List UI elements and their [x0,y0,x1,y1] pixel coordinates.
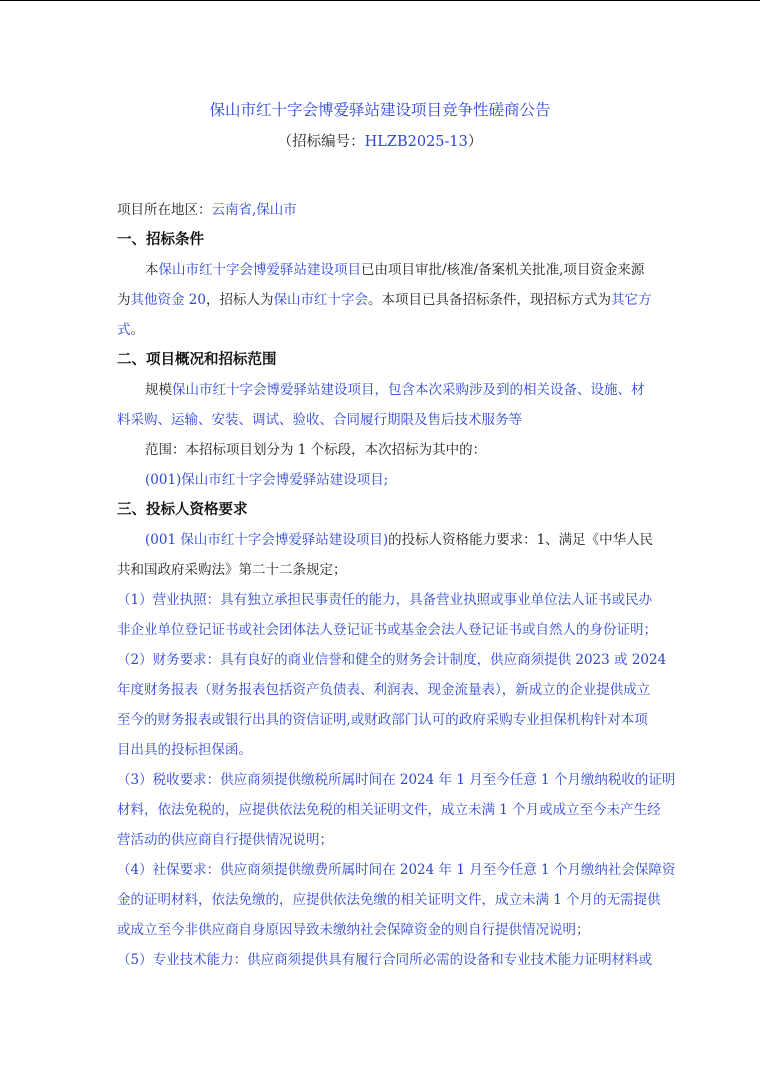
requirement-line: （3）税收要求：供应商须提供缴税所属时间在 2024 年 1 月至今任意 1 个月缴纳税收的证明 [117,772,676,788]
document-body [117,199,676,979]
scale-label: 规模 [145,382,172,398]
paragraph-line [117,289,652,319]
paragraph-line: 共和国政府采购法》第二十二条规定； [117,562,347,578]
text-span: 已由项目审批/核准/备案机关批准,项目资金来源 [361,262,645,278]
bid-number-prefix: （招标编号： [277,134,365,150]
requirement-line: 或成立至今非供应商自身原因导致未缴纳社会保障资金的则自行提供情况说明； [117,922,590,938]
scale-text: 保山市红十字会博爱驿站建设项目，包含本次采购涉及到的相关设备、设施、材 [172,382,645,398]
requirement-line: 营活动的供应商自行提供情况说明； [117,832,333,848]
paragraph-line [117,259,647,289]
text-span: 的投标人资格能力要求：1、满足《中华人民 [388,532,654,548]
paragraph-line [117,379,647,409]
lot-reference: (001 保山市红十字会博爱驿站建设项目) [145,532,389,548]
requirement-line: （4）社保要求：供应商须提供缴费所属时间在 2024 年 1 月至今任意 1 个月缴纳社会保障资 [117,862,676,878]
document-page [0,1,760,1077]
bid-number: HLZB2025-13 [364,134,468,150]
lot-line: (001)保山市红十字会博爱驿站建设项目; [145,472,389,488]
paragraph-line [117,319,647,349]
requirement-line: 材料，依法免税的，应提供依法免税的相关证明文件，成立未满 1 个月或成立至今未产生经 [117,802,661,818]
bid-number-suffix: ） [467,134,483,150]
text-span: ，招标人为 [205,292,274,308]
section-heading-overview-scope: 二、项目概况和招标范围 [117,352,277,368]
bid-method: 其它方 [610,292,652,308]
text-span: 为 [117,292,131,308]
requirement-line: （1）营业执照：具有独立承担民事责任的能力，具备营业执照或事业单位法人证书或民办 [117,592,653,608]
requirement-line: 金的证明材料，依法免缴的，应提供依法免缴的相关证明文件，成立未满 1 个月的无需提供 [117,892,661,908]
requirement-line: 非企业单位登记证书或社会团体法人登记证书或基金会法人登记证书或自然人的身份证明； [117,622,657,638]
project-name: 保山市红十字会博爱驿站建设项目 [158,262,361,278]
location-line [117,199,647,229]
requirement-line: 年度财务报表（财务报表包括资产负债表、利润表、现金流量表），新成立的企业提供成立 [117,682,651,698]
document-title: 保山市红十字会博爱驿站建设项目竞争性磋商公告 [209,101,551,119]
requirement-line: 目出具的投标担保函。 [117,742,252,758]
requirement-line: 至今的财务报表或银行出具的资信证明,或财政部门认可的政府采购专业担保机构针对本项 [117,712,648,728]
requirement-line: （2）财务要求：具有良好的商业信誉和健全的财务会计制度，供应商须提供 2023 或 2024 [117,652,667,668]
range-line: 范围：本招标项目划分为 1 个标段，本次招标为其中的： [145,442,487,458]
text-span: 本 [145,262,159,278]
text-span: 。 [130,322,144,338]
fund-source: 其他资金 20 [130,292,206,308]
text-span: 。本项目已具备招标条件，现招标方式为 [367,292,611,308]
section-heading-qualification: 三、投标人资格要求 [117,502,248,518]
bid-number-line [0,130,760,151]
location-label: 项目所在地区： [117,202,212,218]
bid-method-end: 式 [117,322,131,338]
location-value: 云南省,保山市 [211,202,297,218]
section-heading-bid-conditions: 一、招标条件 [117,232,204,248]
paragraph-line [117,529,654,559]
tenderer-name: 保山市红十字会 [273,292,368,308]
requirement-line: （5）专业技术能力：供应商须提供具有履行合同所必需的设备和专业技术能力证明材料或 [117,952,653,968]
paragraph-line: 料采购、运输、安装、调试、验收、合同履行期限及售后技术服务等 [117,412,522,428]
